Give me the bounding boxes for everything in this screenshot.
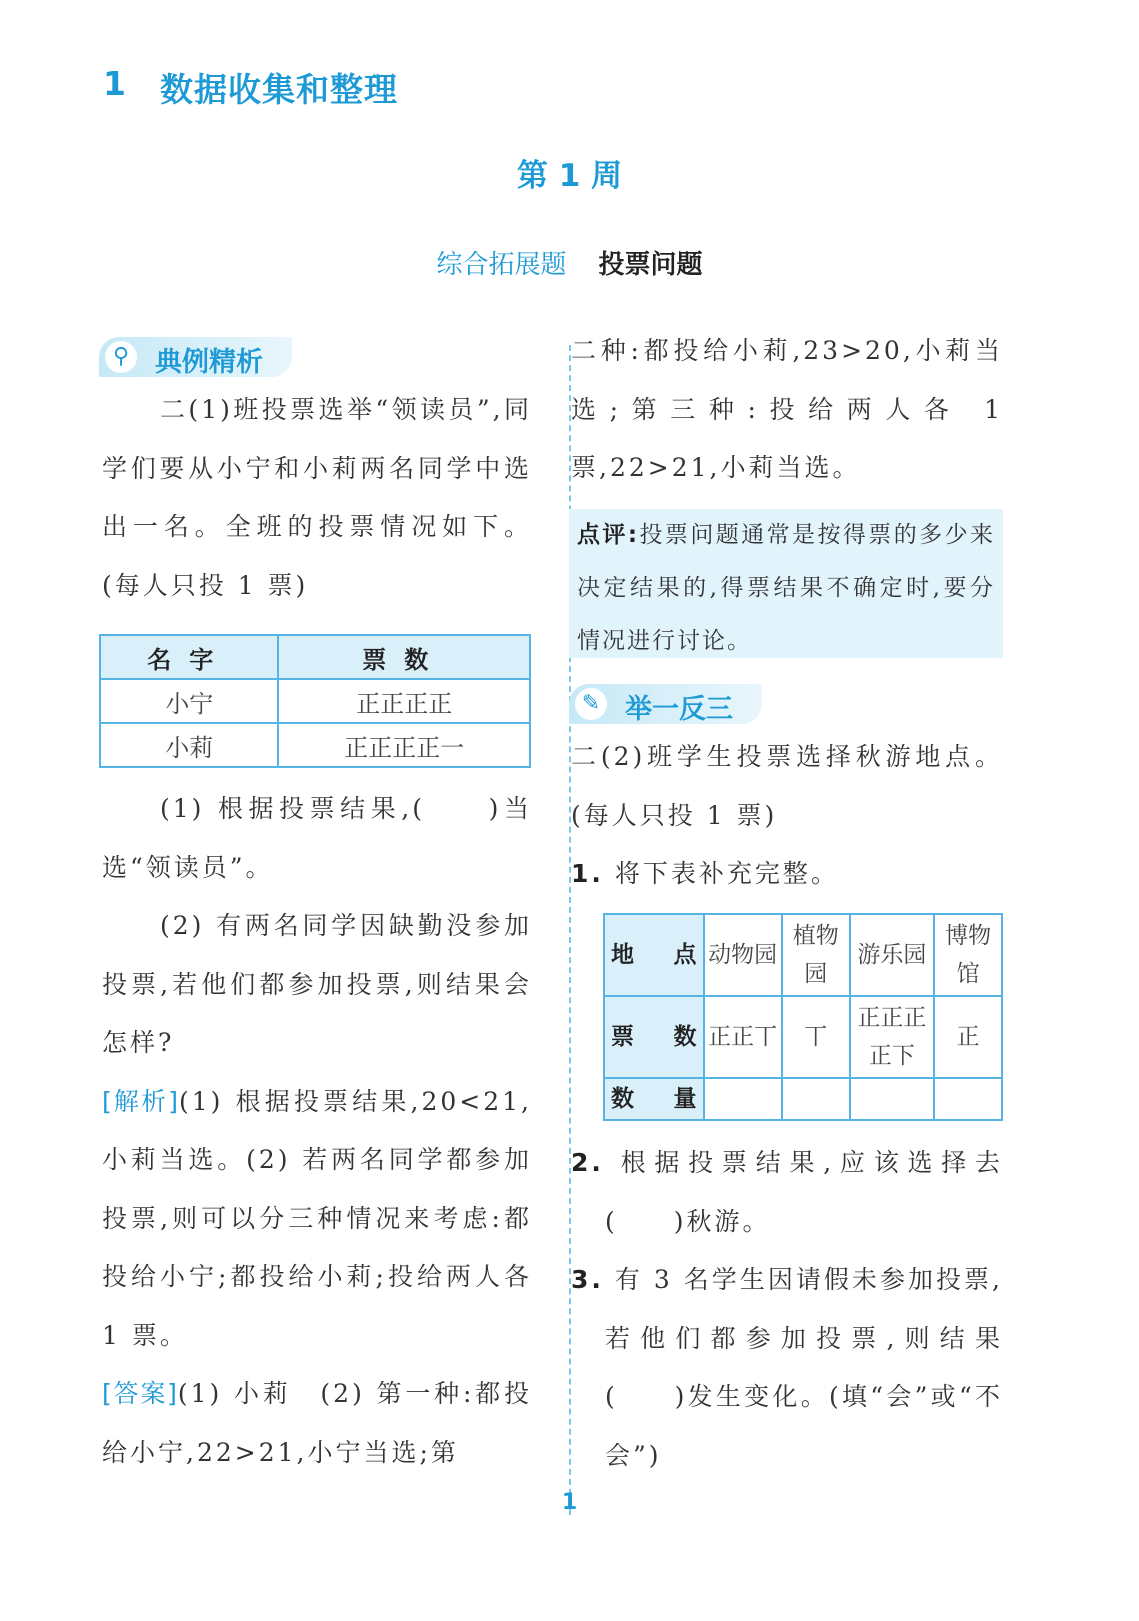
- question-number: 2.: [571, 1148, 604, 1177]
- practice-intro-block: [571, 728, 1003, 904]
- example-heading: [99, 337, 292, 377]
- pencil-icon: ✎: [575, 688, 607, 720]
- table-header: 票数: [278, 635, 530, 679]
- row-label: 数 量: [604, 1078, 704, 1120]
- answer-tag: [答案]: [102, 1379, 178, 1408]
- page-number: 1: [561, 1490, 578, 1515]
- row-label: 票 数: [604, 996, 704, 1078]
- question-number: 3.: [571, 1265, 604, 1294]
- analysis-tag: [解析]: [102, 1086, 180, 1116]
- practice-questions: [571, 1134, 1003, 1485]
- comment-label: 点评:: [577, 522, 640, 548]
- practice-question-2: [571, 1134, 1003, 1251]
- unit-title: 数据收集和整理: [160, 70, 398, 109]
- topic-line: [0, 244, 1139, 281]
- analysis-paragraph: [102, 1073, 532, 1366]
- table-cell: 动物园: [704, 914, 782, 996]
- unit-number: 1: [103, 64, 126, 103]
- topic-category: 综合拓展题: [436, 250, 567, 280]
- answer-text: (1) 小莉 (2) 第一种:都投给小宁,22>21,小宁当选;第: [102, 1379, 532, 1467]
- practice-intro: 二(2)班学生投票选择秋游地点。(每人只投 1 票): [571, 742, 1003, 830]
- practice-heading-label: 举一反三: [625, 694, 733, 725]
- example-heading-label: 典例精析: [155, 347, 263, 378]
- row-label: 地 点: [604, 914, 704, 996]
- question-number: 1.: [571, 859, 604, 888]
- question-text: 将下表补充完整。: [614, 859, 839, 888]
- blank-cell[interactable]: [704, 1078, 782, 1120]
- table-cell: 游乐园: [850, 914, 935, 996]
- table-cell: 正正正正一: [278, 723, 530, 767]
- table-cell: 小宁: [100, 679, 278, 723]
- week-title: 第 1 周: [516, 158, 623, 194]
- answer-continued-block: [571, 322, 1003, 498]
- table-row: [100, 723, 530, 767]
- table-cell: 正正正正: [278, 679, 530, 723]
- example-questions: [102, 780, 532, 1482]
- practice-question-3: [571, 1251, 1003, 1485]
- question-text: 根据投票结果,应该选择去( )秋游。: [605, 1148, 1003, 1236]
- blank-cell[interactable]: [934, 1078, 1002, 1120]
- answer-continued: 二种:都投给小莉,23>20,小莉当选;第三种:投给两人各 1 票,22>21,小莉当选。: [571, 336, 1003, 482]
- table-row: [604, 1078, 1002, 1120]
- practice-heading: [569, 684, 762, 724]
- table-cell: 正正丅: [704, 996, 782, 1078]
- table-cell: 丅: [782, 996, 850, 1078]
- analysis-text: (1) 根据投票结果,20<21,小莉当选。(2) 若两名同学都参加投票,则可以分三种情况来考虑:都投给小宁;都投给小莉;投给两人各 1 票。: [102, 1086, 532, 1350]
- comment-paragraph: [569, 509, 1003, 668]
- blank-cell[interactable]: [782, 1078, 850, 1120]
- magnifier-icon: ⚲: [105, 341, 137, 373]
- vote-table: [99, 634, 531, 768]
- example-question-2: (2) 有两名同学因缺勤没参加投票,若他们都参加投票,则结果会怎样?: [102, 911, 532, 1057]
- example-intro: 二(1)班投票选举“领读员”,同学们要从小宁和小莉两名同学中选出一名。全班的投票情况如下。(每人只投 1 票): [102, 395, 532, 600]
- table-cell: 正正正正下: [850, 996, 935, 1078]
- table-row: [604, 914, 1002, 996]
- place-table: [603, 913, 1003, 1121]
- table-header: 名字: [100, 635, 278, 679]
- practice-question-1: [571, 845, 1003, 904]
- question-text: 有 3 名学生因请假未参加投票,若他们都参加投票,则结果( )发生变化。(填“会”或“不会”): [605, 1265, 1004, 1470]
- table-header-row: [100, 635, 530, 679]
- example-intro-block: [102, 381, 532, 615]
- blank-cell[interactable]: [850, 1078, 935, 1120]
- topic-name: 投票问题: [598, 250, 703, 280]
- comment-box: [569, 509, 1003, 658]
- comment-text: 投票问题通常是按得票的多少来决定结果的,得票结果不确定时,要分情况进行讨论。: [577, 522, 996, 654]
- table-row: [100, 679, 530, 723]
- example-question-1: (1) 根据投票结果,( )当选“领读员”。: [102, 794, 532, 882]
- table-cell: 植物园: [782, 914, 850, 996]
- table-row: [604, 996, 1002, 1078]
- table-cell: 正: [934, 996, 1002, 1078]
- table-cell: 博物馆: [934, 914, 1002, 996]
- table-cell: 小莉: [100, 723, 278, 767]
- answer-paragraph: [102, 1365, 532, 1482]
